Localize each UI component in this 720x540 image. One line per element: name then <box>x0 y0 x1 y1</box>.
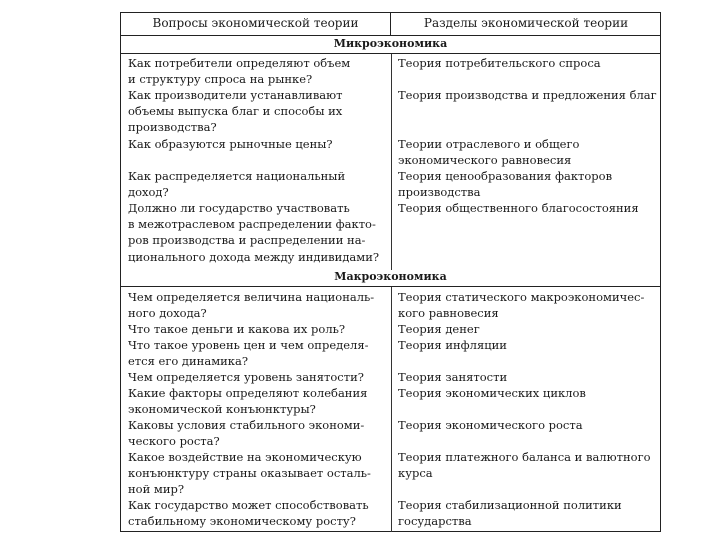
table-header <box>121 13 660 36</box>
theory-cell: Теория статического макроэкономичес- кого равновесия <box>398 290 645 321</box>
section-title-micro: Микроэкономика <box>333 37 448 50</box>
theory-cell: Теория стабилизационной политики государства <box>398 498 622 529</box>
question-cell: Что такое уровень цен и чем определя- ется его динамика? <box>128 338 369 369</box>
economic-theory-table <box>120 12 661 532</box>
theory-cell: Теория платежного баланса и валютного курса <box>398 450 651 481</box>
question-cell: Как распределяется национальный доход? <box>128 169 346 200</box>
question-cell: Как потребители определяют объем и структуру спроса на рынке? <box>128 56 351 87</box>
theory-cell: Теория ценообразования факторов производства <box>398 169 613 200</box>
theory-cell: Теория потребительского спроса <box>398 56 601 70</box>
theory-cell: Теория общественного благосостояния <box>398 201 639 215</box>
column-divider <box>391 287 392 532</box>
theory-cell: Теория денег <box>398 322 480 336</box>
column-divider <box>391 54 392 270</box>
question-cell: Чем определяется величина националь- ного дохода? <box>128 290 375 321</box>
header-questions: Вопросы экономической теории <box>121 13 391 35</box>
question-cell: Чем определяется уровень занятости? <box>128 370 364 384</box>
theory-cell: Теория экономических циклов <box>398 386 586 400</box>
question-cell: Что такое деньги и какова их роль? <box>128 322 346 336</box>
question-cell: Какое воздействие на экономическую конъюнктуру страны оказывает осталь- ной мир? <box>128 450 371 497</box>
question-cell: Как образуются рыночные цены? <box>128 137 333 151</box>
header-sections: Разделы экономической теории <box>423 16 629 30</box>
question-cell: Как производители устанавливают объемы выпуска благ и способы их производства? <box>128 88 343 135</box>
question-cell: Как государство может способствовать стабильному экономическому росту? <box>128 498 369 529</box>
theory-cell: Теория занятости <box>398 370 508 384</box>
question-cell: Какие факторы определяют колебания экономической конъюнктуры? <box>128 386 368 417</box>
theory-cell: Теория инфляции <box>398 338 507 352</box>
question-cell: Каковы условия стабильного экономи- ческого роста? <box>128 418 365 449</box>
theory-cell: Теории отраслевого и общего экономического равновесия <box>398 137 580 168</box>
theory-cell: Теория экономического роста <box>398 418 583 432</box>
question-cell: Должно ли государство участвовать в межотраслевом распределении факто- ров производства и распределении на- ционального дохода между индивидами? <box>128 201 380 264</box>
theory-cell: Теория производства и предложения благ <box>398 88 657 102</box>
section-title-macro: Макроэкономика <box>334 270 447 283</box>
